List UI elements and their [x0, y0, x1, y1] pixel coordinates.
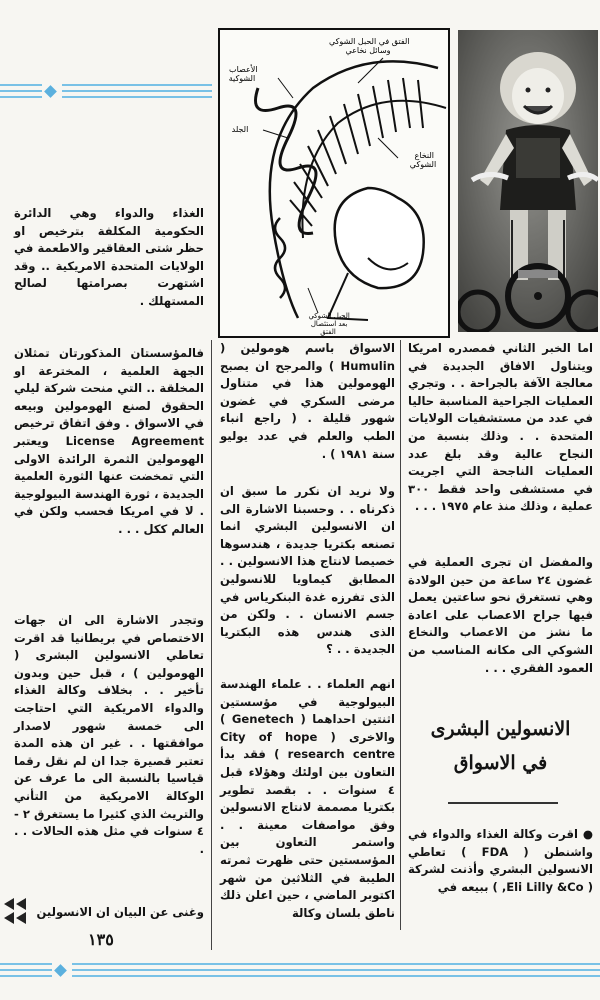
blue-rule [72, 975, 600, 977]
blue-rule [0, 969, 52, 971]
article-column-3-low: انهم العلماء . . علماء الهندسة البيولوجية في مؤسستين اثنتين احداهما ( Genetech ) والاخرى ( City of hope research centre ) فقد بدأ التعاون بين اولئك وهؤلاء قبل ٤ سنوات . . بقصد تطوير بكتريا مصممة لانتاج الانسولين وفق مواصفات معينة . . واستمر التعاون بين المؤسستين حتى ظهرت ثمرته الطيبة في الثلاثين من شهر اكتوبر الماضي ، حين اعلن ذلك ناطق بلسان وكالة [220, 677, 395, 920]
article-column-2-mid: والمفضل ان تجرى العملية في غضون ٢٤ ساعة من حين الولادة وهي تستغرق نحو ساعتين يعمل فيها جراح الاعصاب على اعادة ما نشز من الاعصاب والنخاع الشوكي الى مكانه المناسب من العمود الفقري . . . [408, 555, 593, 675]
illus-label-bottom: الحبل الشوكي بعد استئصال الفتق [308, 312, 350, 336]
blue-rule [0, 96, 42, 98]
illus-label-skin: الجلد [231, 125, 249, 134]
arrow-left-icon [4, 912, 14, 924]
blue-rule [72, 963, 600, 965]
article-column-4-end: وغنى عن البيان ان الانسولين [36, 905, 204, 919]
page-number: ١٣٥ [88, 930, 114, 949]
illus-label-top: الفتق في الحبل الشوكي وسائل نخاعي [328, 37, 410, 55]
child-photo [458, 30, 598, 332]
arrow-left-icon [16, 912, 26, 924]
blue-rule [72, 969, 600, 971]
spine-surgery-illustration [218, 28, 450, 338]
article-column-4-mid: فالمؤسستان المذكورتان تمثلان الجهة العلمية ، المخترعة او المخلقة .. التي منحت شركة ليلي الحقوق لصنع الهومولين وبيعه في الاسواق . وفق اتفاق ترخيص License Agreement ويعتبر الهومولين الثمرة الرائدة الاولى التي تمخضت عنها الثورة العلمية الجديدة ، ثورة الهندسة البيولوجية . لا في امريكا فحسب ولكن في العالم ككل . . . [14, 346, 204, 536]
article-column-2-low: ● اقرت وكالة الغذاء والدواء في واشنطن ( FDA ) تعاطي الانسولين البشري وأذنت لشركة ( Eli Lilly &Co, ) ببيعه في [408, 827, 593, 894]
blue-rule [62, 96, 212, 98]
article-headline: الانسولين البشرى في الاسواق [430, 718, 571, 774]
article-column-4-low: وتجدر الاشارة الى ان جهات الاختصاص في بريطانيا قد اقرت تعاطي الانسولين البشرى ( الهومولين ) ، قبل حين وبدون تأخير . . بخلاف وكالة الغذاء والدواء الامريكية التي احتاجت الى خمسة شهور لاصدار موافقتها . . غير ان هذه المدة تعتبر قصيرة جدا ان لم نقل رقما قياسيا بالنسبة الى ما عرف عن الوكالة الامريكية من التأني والتريث الذي كثيرا ما يستغرق ٢ - ٤ سنوات في مثل هذه الحالات . . . [14, 613, 204, 856]
blue-rule [0, 963, 52, 965]
illus-label-nerves: الأعصاب الشوكية [228, 65, 258, 83]
article-column-3-mid: ولا نريد ان نكرر ما سبق ان ذكرناه . . وحسبنا الاشارة الى ان الانسولين البشري انما تصنعه بكتريا جديدة ، هندسوها خصيصا لانتاج هذا الانسولين . . المطابق كيماويا للانسولين الذى تفرزه غدة البنكرياس في جسم الانسان . . ولكن من الذى هندس هذه البكتريا الجديدة . . ؟ [220, 484, 395, 657]
arrow-left-icon [16, 898, 26, 910]
article-column-4-top: الغذاء والدواء وهي الدائرة الحكومية المكلفة بترخيص او حظر شتى العقاقير والاطعمة في الولايات المتحدة الامريكية .. وقد اشتهرت بصرامتها لصالح المستهلك . [14, 206, 204, 308]
blue-rule [62, 90, 212, 92]
column-divider [400, 340, 401, 930]
headline-rule [448, 802, 558, 804]
arrow-left-icon [4, 898, 14, 910]
blue-rule [62, 84, 212, 86]
blue-rule [0, 90, 42, 92]
blue-rule [0, 84, 42, 86]
illus-label-cord: النخاع الشوكي [409, 151, 437, 169]
blue-rule [0, 975, 52, 977]
article-column-3-top: الاسواق باسم هومولين ( Humulin ) والمرجح ان يصبح الهومولين هذا في متناول مرضى السكري في غضون شهور قليلة . ( راجع انباء الطب والعلم في عدد يوليو سنة ١٩٨١ ) . [220, 341, 395, 461]
article-column-2-top: اما الخبر الثاني فمصدره امريكا ويتناول الافاق الجديدة في معالجة الآفة بالجراحة . . وتجري العمليات الجراحية المناسبة حاليا في عدد من مستشفيات الولايات المتحدة . . وذلك بنسبة من النجاح عالية وقد بلغ عدد العمليات الناجحة التي اجريت في مستشفى واحد فقط ٣٠٠ عملية ، وذلك منذ عام ١٩٧٥ . . . [408, 341, 593, 514]
column-divider [211, 340, 212, 950]
diamond-ornament [44, 85, 57, 98]
diamond-ornament [54, 964, 67, 977]
